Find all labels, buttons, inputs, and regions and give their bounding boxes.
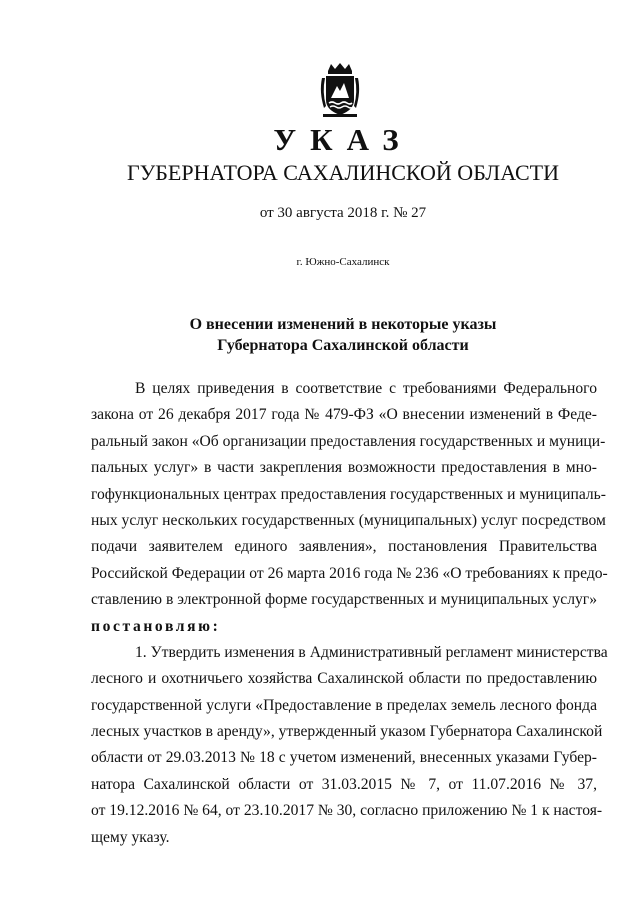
document-heading [0,314,640,356]
document-date-number: от 30 августа 2018 г. № 27 [259,205,427,221]
paragraph-line: подачи заявителем единого заявления», постановления Правительства [91,538,597,556]
paragraph-line: пальных услуг» в части закрепления возможности предоставления в мно- [91,459,597,477]
paragraph-line: государственной услуги «Предоставление в пределах земель лесного фонда [91,696,597,714]
document-title: УКАЗ [273,122,413,157]
paragraph-line: гофункциональных центрах предоставления государственных и муниципаль- [91,485,606,503]
paragraph-line: закона от 26 декабря 2017 года № 479-ФЗ «О внесении изменений в Феде- [91,406,597,424]
paragraph-line: щему указу. [91,828,170,846]
paragraph-line: Российской Федерации от 26 марта 2016 года № 236 «О требованиях к предо- [91,564,608,582]
paragraph-line: ставлению в электронной форме государственных и муниципальных услуг» [91,591,597,609]
heading-line: Губернатора Сахалинской области [217,337,469,354]
paragraph-line: В целях приведения в соответствие с требованиями Федерального [135,380,597,397]
paragraph-line: от 19.12.2016 № 64, от 23.10.2017 № 30, согласно приложению № 1 к настоя- [91,802,603,820]
paragraph-line: 1. Утвердить изменения в Административный регламент министерства [135,643,608,661]
sakhalin-coat-of-arms-icon [318,62,362,118]
paragraph-line: лесных участков в аренду», утвержденный указом Губернатора Сахалинской [91,723,603,741]
document-subtitle: ГУБЕРНАТОРА САХАЛИНСКОЙ ОБЛАСТИ [127,160,559,185]
document-body [91,376,608,851]
paragraph-line: ных услуг нескольких государственных (муниципальных) услуг посредством [91,511,606,529]
document-city: г. Южно-Сахалинск [296,256,390,268]
paragraph-line: натора Сахалинской области от 31.03.2015 № 7, от 11.07.2016 № 37, [91,775,597,793]
paragraph-line: лесного и охотничьего хозяйства Сахалинской области по предоставлению [91,670,597,688]
heading-line: О внесении изменений в некоторые указы [189,316,497,333]
paragraph-line: области от 29.03.2013 № 18 с учетом изменений, внесенных указами Губер- [91,749,597,767]
decree-word: постановляю: [91,617,221,635]
paragraph-line: ральный закон «Об организации предоставления государственных и муници- [91,432,606,450]
